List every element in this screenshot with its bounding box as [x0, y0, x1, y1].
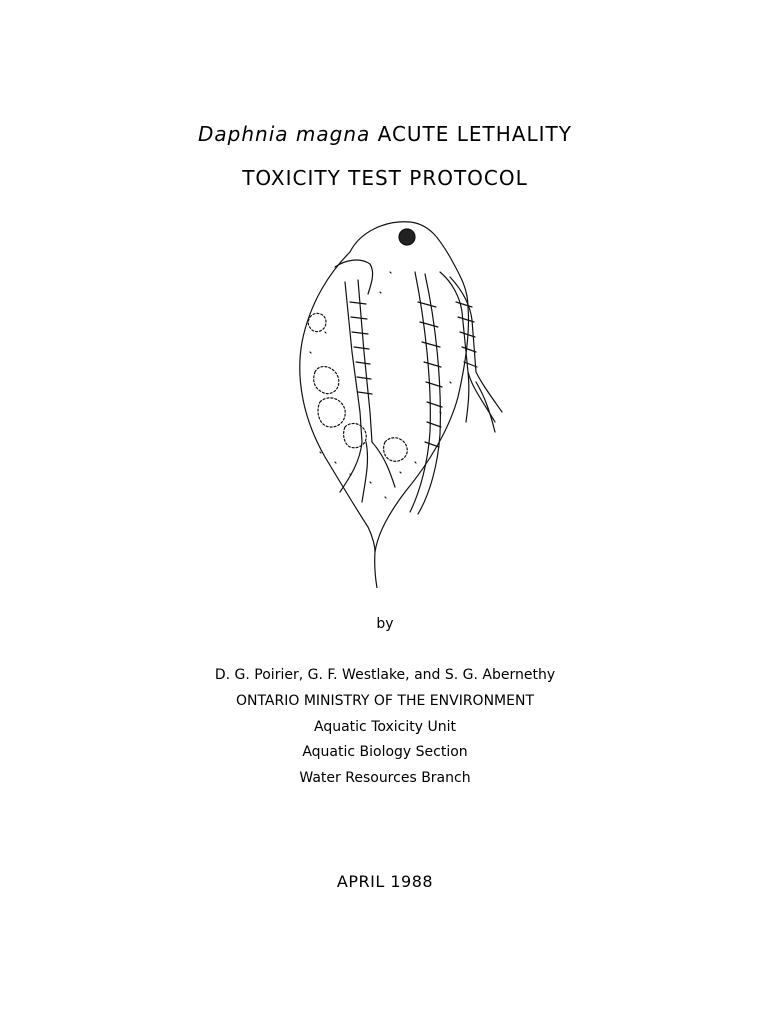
publication-date: APRIL 1988 — [336, 872, 434, 891]
title-line-1-rest: ACUTE LETHALITY — [370, 122, 572, 146]
unit-name: Aquatic Toxicity Unit — [314, 719, 456, 735]
ministry-name: ONTARIO MINISTRY OF THE ENVIRONMENT — [235, 693, 535, 709]
section-name: Aquatic Biology Section — [302, 744, 468, 760]
by-label: by — [376, 616, 394, 632]
branch-name: Water Resources Branch — [299, 770, 471, 786]
species-name: Daphnia magna — [198, 122, 371, 146]
title-line-1 — [0, 122, 770, 146]
daphnia-illustration — [290, 212, 510, 588]
authors: D. G. Poirier, G. F. Westlake, and S. G. Abernethy — [214, 667, 556, 683]
title-line-2: TOXICITY TEST PROTOCOL — [242, 166, 528, 190]
